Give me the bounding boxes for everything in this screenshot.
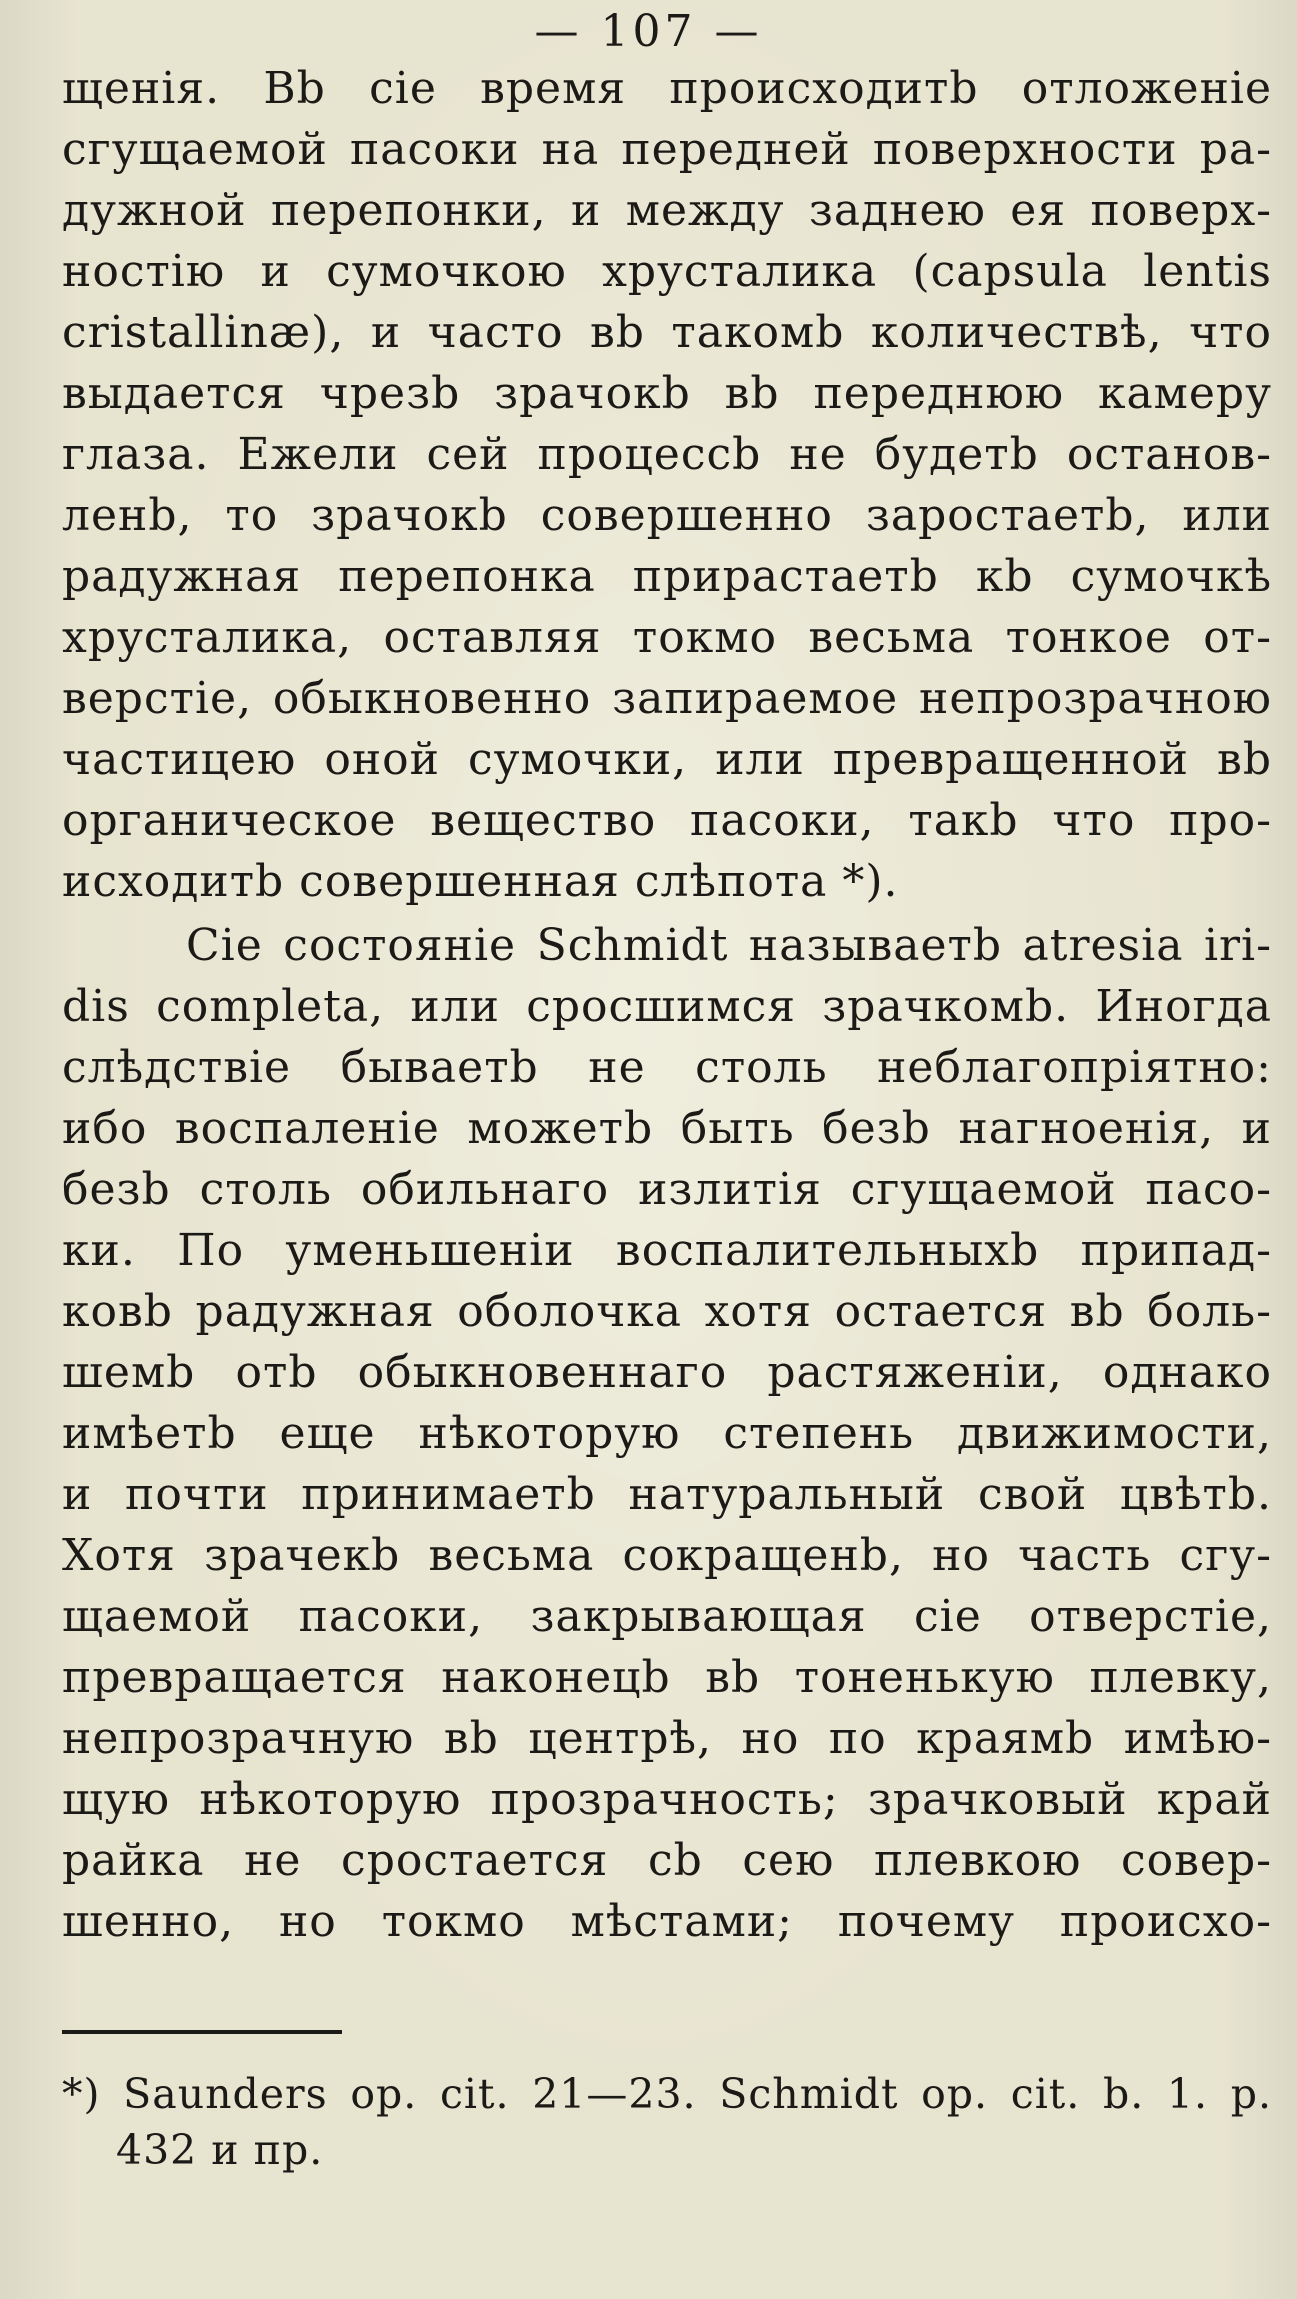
text-line: дужной перепонки, и между заднею ея поверх-	[62, 185, 1272, 236]
text-line: имѣетb еще нѣкоторую степень движимости,	[62, 1408, 1272, 1459]
text-line: непрозрачную вb центрѣ, но по краямb имѣю-	[62, 1713, 1272, 1764]
page-number: — 107 —	[534, 6, 763, 57]
footnote-line: 432 и пр.	[116, 2126, 324, 2174]
text-line: ибо воспаленіе можетb быть безb нагноенія, и	[62, 1103, 1272, 1154]
text-line: безb столь обильнаго излитія сгущаемой пасо-	[62, 1164, 1272, 1215]
text-line: шемb отb обыкновеннаго растяженіи, однако	[62, 1347, 1272, 1398]
text-line: сгущаемой пасоки на передней поверхности ра-	[62, 124, 1272, 175]
footnote-divider	[62, 2030, 342, 2034]
text-line: ленb, то зрачокb совершенно заростаетb, или	[62, 490, 1272, 541]
text-line: верстіе, обыкновенно запираемое непрозрачною	[62, 673, 1272, 724]
text-line: ностію и сумочкою хрусталика (capsula lentis	[62, 246, 1272, 297]
text-line: глаза. Ежели сей процессb не будетb останов-	[62, 429, 1272, 480]
text-line: шенно, но токмо мѣстами; почему происхо-	[62, 1896, 1272, 1947]
text-line: щаемой пасоки, закрывающая сіе отверстіе,	[62, 1591, 1272, 1642]
text-line: хрусталика, оставляя токмо весьма тонкое от-	[62, 612, 1272, 663]
text-line: слѣдствіе бываетb не столь неблагопріятно:	[62, 1042, 1272, 1093]
paragraph-start-line: Сіе состояніе Schmidt называетb atresia iri-	[186, 920, 1272, 971]
text-line: выдается чрезb зрачокb вb переднюю камеру	[62, 368, 1272, 419]
text-line: частицею оной сумочки, или превращенной вb	[62, 734, 1272, 785]
text-line: щенія. Вb сіе время происходитb отложеніе	[62, 63, 1272, 114]
text-line: и почти принимаетb натуральный свой цвѣтb.	[62, 1469, 1272, 1520]
text-line: щую нѣкоторую прозрачность; зрачковый край	[62, 1774, 1272, 1825]
text-line: Хотя зрачекb весьма сокращенb, но часть сгу-	[62, 1530, 1272, 1581]
text-line: превращается наконецb вb тоненькую плевку,	[62, 1652, 1272, 1703]
text-line: cristallinæ), и часто вb такомb количествѣ, что	[62, 307, 1272, 358]
text-line: ковb радужная оболочка хотя остается вb боль-	[62, 1286, 1272, 1337]
text-line: органическое вещество пасоки, такb что про-	[62, 795, 1272, 846]
text-line: ки. По уменьшеніи воспалительныхb припад-	[62, 1225, 1272, 1276]
footnote-line: *) Saunders op. cit. 21—23. Schmidt op. cit. b. 1. p.	[62, 2070, 1272, 2118]
text-line: райка не сростается сb сею плевкою совер-	[62, 1835, 1272, 1886]
text-line: радужная перепонка прирастаетb кb сумочкѣ	[62, 551, 1272, 602]
text-line: dis completa, или сросшимся зрачкомb. Иногда	[62, 981, 1272, 1032]
text-line: исходитb совершенная слѣпота *).	[62, 856, 899, 907]
